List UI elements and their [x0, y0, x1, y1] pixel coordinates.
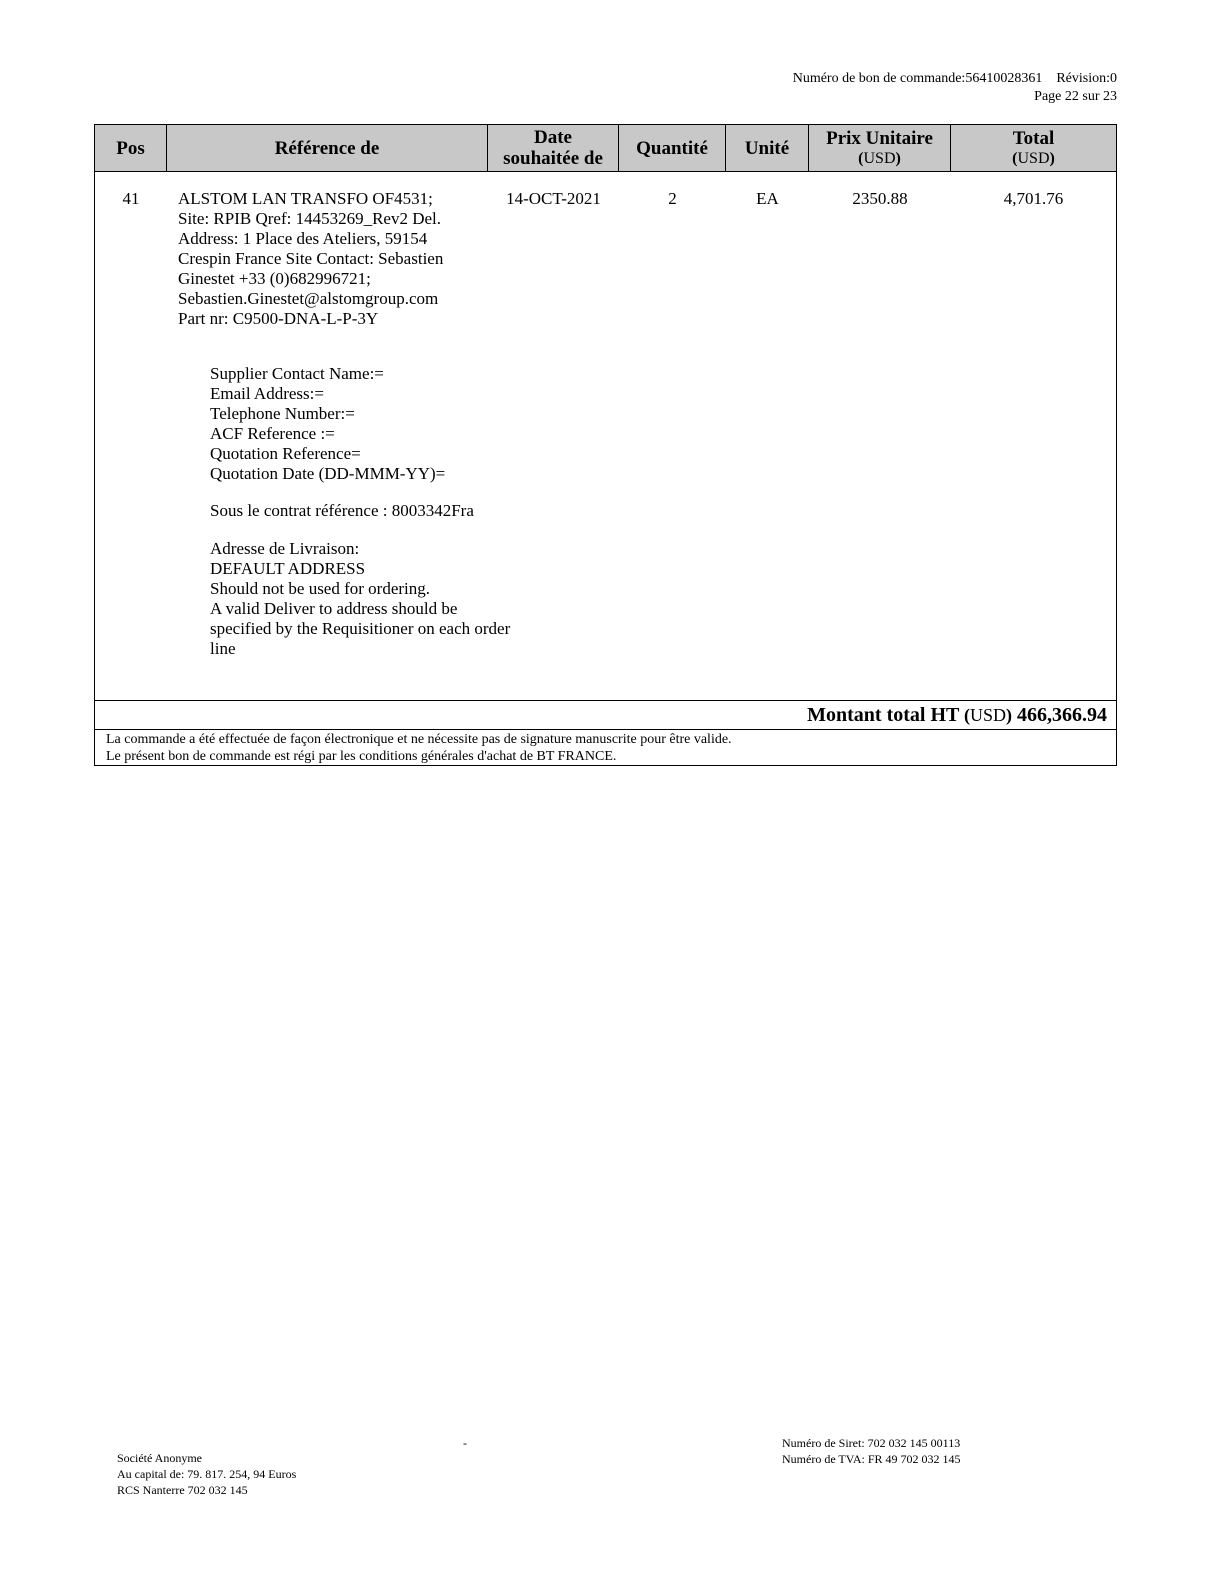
supplier-line: Email Address:= [210, 384, 324, 403]
supplier-line: Quotation Reference= [210, 444, 361, 463]
footer-registration: Numéro de Siret: 702 032 145 00113 Numéro de TVA: FR 49 702 032 145 [782, 1436, 961, 1466]
grand-total-amount: 466,366.94 [1017, 704, 1107, 726]
footer-separator: - [463, 1436, 467, 1450]
supplier-line: Quotation Date (DD-MMM-YY)= [210, 464, 446, 483]
currency-label: (USD) [858, 149, 901, 167]
row-pos: 41 [122, 189, 140, 208]
grand-total-row [95, 700, 1116, 730]
description-line: Sebastien.Ginestet@alstomgroup.com [178, 289, 439, 308]
col-quantity: Quantité [619, 125, 726, 171]
delivery-line: specified by the Requisitioner on each order [210, 619, 511, 638]
col-date: Date souhaitée de [488, 125, 619, 171]
delivery-line: line [210, 639, 236, 658]
description-line: Crespin France Site Contact: Sebastien [178, 249, 444, 268]
revision: Révision:0 [1056, 71, 1117, 86]
supplier-line: Supplier Contact Name:= [210, 364, 384, 383]
col-unit: Unité [726, 125, 809, 171]
row-total: 4,701.76 [1003, 189, 1064, 208]
page-number: Page 22 sur 23 [1034, 89, 1117, 104]
row-description [178, 189, 478, 329]
supplier-line: Telephone Number:= [210, 404, 355, 423]
row-quantity: 2 [668, 189, 677, 208]
po-number: Numéro de bon de commande:56410028361 [792, 71, 1043, 86]
description-line: Site: RPIB Qref: 14453269_Rev2 Del. [178, 209, 442, 228]
description-line: Part nr: C9500-DNA-L-P-3Y [178, 309, 379, 328]
order-table [94, 124, 1117, 766]
contract-reference: Sous le contrat référence : 8003342Fra [210, 501, 474, 520]
row-unit-price: 2350.88 [852, 189, 908, 208]
delivery-line: Adresse de Livraison: [210, 539, 360, 558]
col-unit-price: Prix Unitaire (USD) [809, 125, 951, 171]
legal-notice [106, 731, 732, 765]
supplier-block [210, 364, 445, 484]
col-reference: Référence de [167, 125, 488, 171]
col-pos: Pos [95, 125, 167, 171]
delivery-line: Should not be used for ordering. [210, 579, 431, 598]
col-total: Total (USD) [1012, 127, 1055, 167]
grand-total: Montant total HT (USD) 466,366.94 [807, 704, 1107, 726]
description-line: ALSTOM LAN TRANSFO OF4531; [178, 189, 433, 208]
supplier-line: ACF Reference := [210, 424, 335, 443]
delivery-line: DEFAULT ADDRESS [210, 559, 366, 578]
delivery-block [210, 539, 510, 659]
legal-line: Le présent bon de commande est régi par les conditions générales d'achat de BT FRANCE. [106, 749, 617, 764]
delivery-line: A valid Deliver to address should be [210, 599, 458, 618]
description-line: Ginestet +33 (0)682996721; [178, 269, 371, 288]
footer-company-info: Société Anonyme Au capital de: 79. 817. 254, 94 Euros RCS Nanterre 702 032 145 [117, 1451, 297, 1497]
table-header [95, 125, 1116, 172]
currency-label: (USD) [1012, 149, 1055, 167]
legal-line: La commande a été effectuée de façon électronique et ne nécessite pas de signature manuscrite pour être valide. [106, 732, 732, 747]
description-line: Address: 1 Place des Ateliers, 59154 [178, 229, 428, 248]
row-unit: EA [756, 189, 779, 208]
row-date: 14-OCT-2021 [506, 189, 601, 208]
page-header [793, 70, 1117, 106]
po-line [793, 70, 1117, 88]
